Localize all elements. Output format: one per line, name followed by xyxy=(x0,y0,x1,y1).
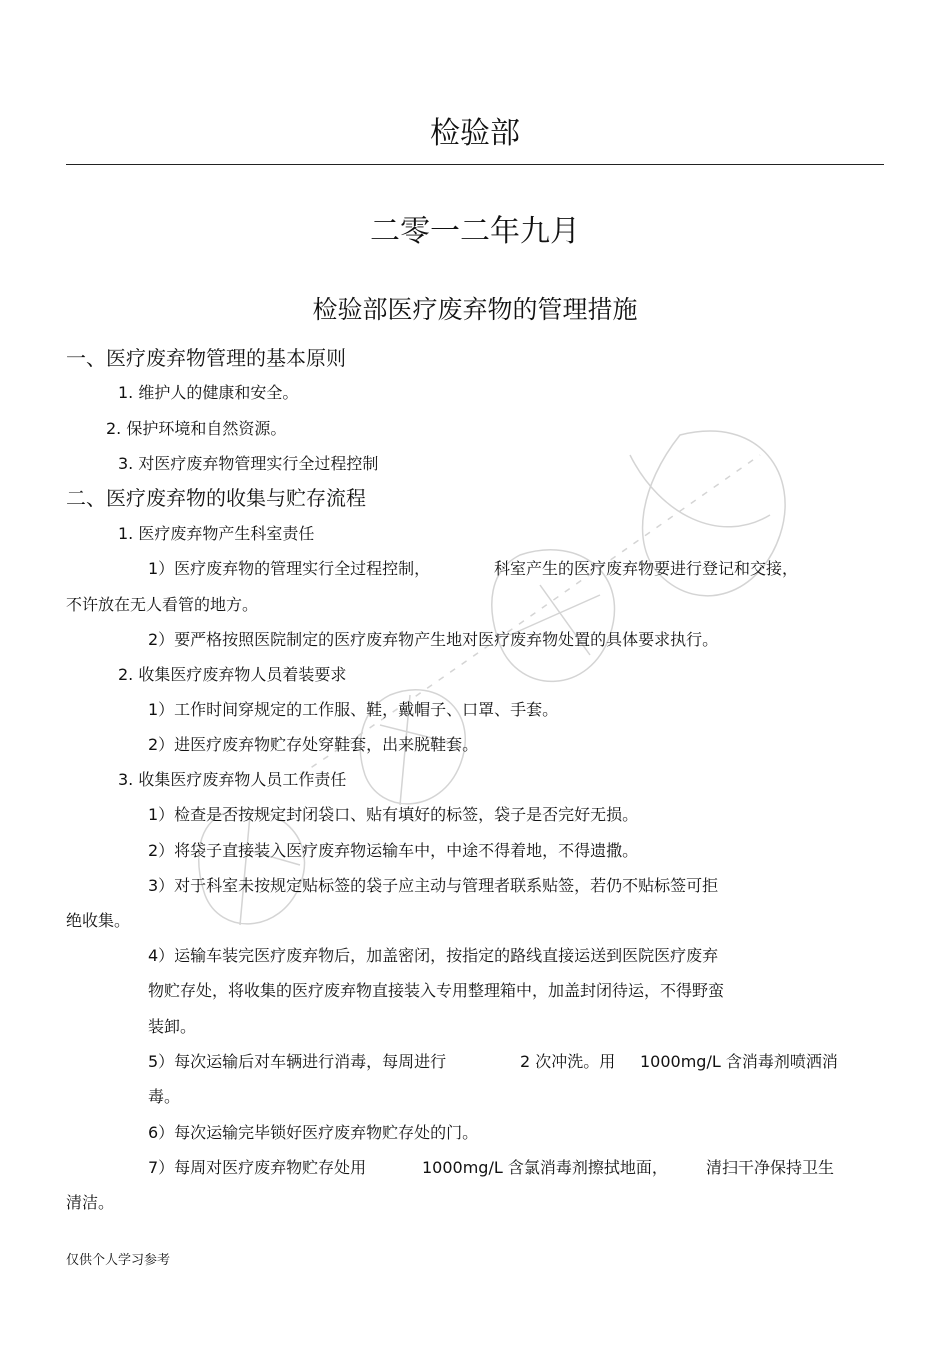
paragraph-line: 装卸。 xyxy=(148,1017,197,1036)
subsection-heading: 3. 收集医疗废弃物人员工作责任 xyxy=(118,770,347,789)
department-title: 检验部 xyxy=(430,116,520,151)
footer-note: 仅供个人学习参考 xyxy=(66,1253,171,1268)
paragraph-line: 6）每次运输完毕锁好医疗废弃物贮存处的门。 xyxy=(148,1123,479,1142)
list-item: 1. 维护人的健康和安全。 xyxy=(118,383,299,402)
list-item: 2. 保护环境和自然资源。 xyxy=(106,419,287,438)
document-title: 检验部医疗废弃物的管理措施 xyxy=(312,295,638,324)
header-divider xyxy=(66,164,884,165)
date-title: 二零一二年九月 xyxy=(370,214,580,249)
paragraph-line: 2）要严格按照医院制定的医疗废弃物产生地对医疗废弃物处置的具体要求执行。 xyxy=(148,630,719,649)
paragraph-line: 科室产生的医疗废弃物要进行登记和交接， xyxy=(494,559,799,578)
paragraph-line: 2）将袋子直接装入医疗废弃物运输车中，中途不得着地，不得遗撒。 xyxy=(148,841,639,860)
subsection-heading: 2. 收集医疗废弃物人员着装要求 xyxy=(118,665,347,684)
section-heading: 二、医疗废弃物的收集与贮存流程 xyxy=(66,486,366,510)
paragraph-line: 清洁。 xyxy=(66,1193,115,1212)
list-item: 3. 对医疗废弃物管理实行全过程控制 xyxy=(118,454,379,473)
section-heading: 一、医疗废弃物管理的基本原则 xyxy=(66,346,346,370)
paragraph-line: 7）每周对医疗废弃物贮存处用 xyxy=(148,1158,367,1177)
subsection-heading: 1. 医疗废弃物产生科室责任 xyxy=(118,524,315,543)
paragraph-line: 2）进医疗废弃物贮存处穿鞋套，出来脱鞋套。 xyxy=(148,735,479,754)
paragraph-line: 1）工作时间穿规定的工作服、鞋，戴帽子、口罩、手套。 xyxy=(148,700,559,719)
paragraph-line: 1000mg/L 含氯消毒剂擦拭地面， xyxy=(422,1158,668,1177)
paragraph-line: 5）每次运输后对车辆进行消毒，每周进行 xyxy=(148,1052,447,1071)
paragraph-line: 1）医疗废弃物的管理实行全过程控制， xyxy=(148,559,431,578)
paragraph-line: 1000mg/L 含消毒剂喷洒消 xyxy=(640,1052,838,1071)
paragraph-line: 2 次冲洗。用 xyxy=(520,1052,616,1071)
paragraph-line: 绝收集。 xyxy=(66,911,131,930)
paragraph-line: 1）检查是否按规定封闭袋口、贴有填好的标签，袋子是否完好无损。 xyxy=(148,805,639,824)
paragraph-line: 物贮存处，将收集的医疗废弃物直接装入专用整理箱中，加盖封闭待运，不得野蛮 xyxy=(148,981,725,1000)
paragraph-line: 不许放在无人看管的地方。 xyxy=(66,595,259,614)
paragraph-line: 清扫干净保持卫生 xyxy=(706,1158,835,1177)
paragraph-line: 4）运输车装完医疗废弃物后，加盖密闭，按指定的路线直接运送到医院医疗废弃 xyxy=(148,946,719,965)
paragraph-line: 毒。 xyxy=(148,1087,181,1106)
paragraph-line: 3）对于科室未按规定贴标签的袋子应主动与管理者联系贴签，若仍不贴标签可拒 xyxy=(148,876,719,895)
